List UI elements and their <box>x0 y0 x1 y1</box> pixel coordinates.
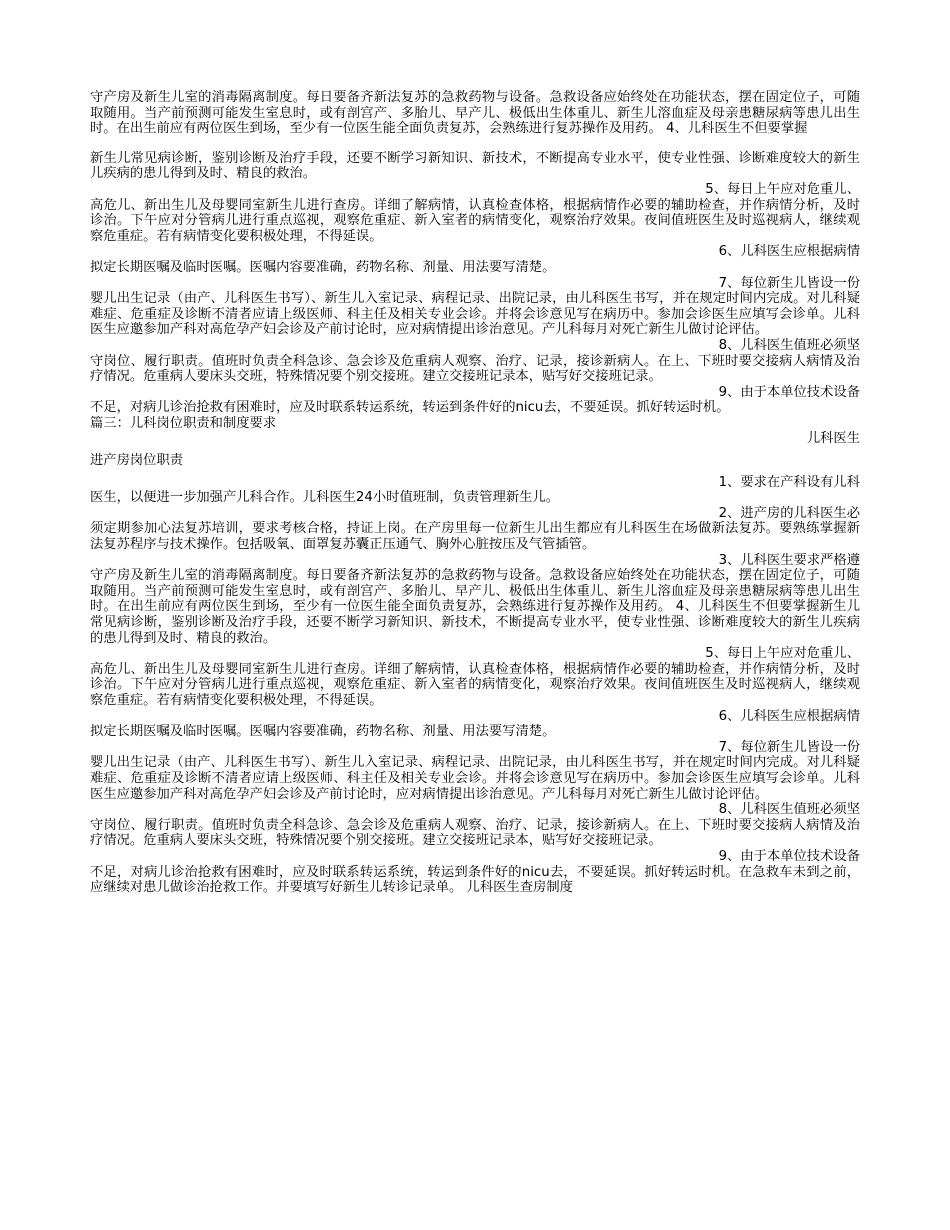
paragraph: 守产房及新生儿室的消毒隔离制度。每日要备齐新法复苏的急救药物与设备。急救设备应始终处在功能状态，摆在固定位子，可随取随用。当产前预测可能发生室息时，或有剖宫产、多胎儿、早产儿、极低出生体重儿、新生儿溶血症及母亲患糖尿病等患儿出生时。在出生前应有两位医生到场，至少有一位医生能全面负责复苏，会熟练进行复苏操作及用药。 4、儿科医生不但要掌握新生儿常见病诊断，鉴别诊断及治疗手段，还要不断学习新知识、新技术，不断提高专业水平，使专业性强、诊断难度较大的新生儿疾病的患儿得到及时、精良的救治。 <box>90 568 860 646</box>
document-page <box>90 90 860 896</box>
paragraph: 须定期参加心法复苏培训，要求考核合格，持证上岗。在产房里每一位新生儿出生都应有儿科医生在场做新法复苏。要熟练掌握新法复苏程序与技术操作。包括吸氧、面罩复苏囊正压通气、胸外心脏按压及气管插管。 <box>90 521 860 553</box>
section-lead-line: 2、进产房的儿科医生必 <box>718 505 860 521</box>
paragraph: 不足，对病儿诊治抢救有困难时，应及时联系转运系统，转运到条件好的nicu去，不要延误。抓好转运时机。在急救车未到之前，应继续对患儿做诊治抢救工作。并要填写好新生儿转诊记录单。 儿科医生查房制度 <box>90 864 860 896</box>
paragraph: 高危儿、新出生儿及母婴同室新生儿进行查房。详细了解病情，认真检查体格，根据病情作必要的辅助检查，并作病情分析，及时诊治。下午应对分管病儿进行重点巡视，观察危重症、新入室者的病情变化，观察治疗效果。夜间值班医生及时巡视病人，继续观察危重症。若有病情变化要积极处理，不得延误。 <box>90 197 860 244</box>
paragraph: 医生，以便进一步加强产儿科合作。儿科医生24小时值班制，负责管理新生儿。 <box>90 490 560 506</box>
section-lead-line: 5、每日上午应对危重儿、 <box>705 646 860 662</box>
section-lead-line: 3、儿科医生要求严格遵 <box>718 552 860 568</box>
paragraph: 篇三：儿科岗位职责和制度要求 <box>90 415 277 431</box>
section-lead-line: 5、每日上午应对危重儿、 <box>705 181 860 197</box>
paragraph: 婴儿出生记录（由产、儿科医生书写）、新生儿入室记录、病程记录、出院记录，由儿科医生书写，并在规定时间内完成。对儿科疑难症、危重症及诊断不清者应请上级医师、科主任及相关专业会诊。并将会诊意见写在病历中。参加会诊医生应填写会诊单。儿科医生应邀参加产科对高危孕产妇会诊及产前讨论时，应对病情提出诊治意见。产儿科每月对死亡新生儿做讨论评估。 <box>90 755 860 802</box>
paragraph: 拟定长期医嘱及临时医嘱。医嘱内容要准确，药物名称、剂量、用法要写清楚。 <box>90 724 556 740</box>
section-lead-line: 6、儿科医生应根据病情 <box>718 244 860 260</box>
paragraph: 守产房及新生儿室的消毒隔离制度。每日要备齐新法复苏的急救药物与设备。急救设备应始终处在功能状态，摆在固定位子，可随取随用。当产前预测可能发生室息时，或有剖宫产、多胎儿、早产儿、极低出生体重儿、新生儿溶血症及母亲患糖尿病等患儿出生时。在出生前应有两位医生到场，至少有一位医生能全面负责复苏，会熟练进行复苏操作及用药。 4、儿科医生不但要掌握 <box>90 90 860 137</box>
paragraph: 新生儿常见病诊断，鉴别诊断及治疗手段，还要不断学习新知识、新技术，不断提高专业水平，使专业性强、诊断难度较大的新生儿疾病的患儿得到及时、精良的救治。 <box>90 150 860 182</box>
section-lead-line: 8、儿科医生值班必须坚 <box>718 337 860 353</box>
section-lead-line: 9、由于本单位技术设备 <box>718 848 860 864</box>
section-lead-line: 8、儿科医生值班必须坚 <box>718 802 860 818</box>
paragraph: 拟定长期医嘱及临时医嘱。医嘱内容要准确，药物名称、剂量、用法要写清楚。 <box>90 259 556 275</box>
paragraph: 守岗位、履行职责。值班时负责全科急诊、急会诊及危重病人观察、治疗、记录，接诊新病人。在上、下班时要交接病人病情及治疗情况。危重病人要床头交班，特殊情况要个别交接班。建立交接班记录本，贴写好交接班记录。 <box>90 353 860 385</box>
paragraph: 高危儿、新出生儿及母婴同室新生儿进行查房。详细了解病情，认真检查体格，根据病情作必要的辅助检查，并作病情分析，及时诊治。下午应对分管病儿进行重点巡视，观察危重症、新入室者的病情变化，观察治疗效果。夜间值班医生及时巡视病人，继续观察危重症。若有病情变化要积极处理，不得延误。 <box>90 661 860 708</box>
paragraph: 不足，对病儿诊治抢救有困难时，应及时联系转运系统，转运到条件好的nicu去，不要延误。抓好转运时机。 <box>90 400 730 416</box>
paragraph-gap <box>90 137 860 151</box>
section-lead-line: 6、儿科医生应根据病情 <box>718 708 860 724</box>
section-lead-line: 9、由于本单位技术设备 <box>718 384 860 400</box>
section-lead-line: 7、每位新生儿皆设一份 <box>718 739 860 755</box>
section-lead-line: 1、要求在产科设有儿科 <box>718 474 860 490</box>
section-lead-line: 儿科医生 <box>806 431 860 447</box>
section-lead-line: 7、每位新生儿皆设一份 <box>718 275 860 291</box>
paragraph: 进产房岗位职责 <box>90 453 184 469</box>
paragraph: 婴儿出生记录（由产、儿科医生书写）、新生儿入室记录、病程记录、出院记录，由儿科医生书写，并在规定时间内完成。对儿科疑难症、危重症及诊断不清者应请上级医师、科主任及相关专业会诊。并将会诊意见写在病历中。参加会诊医生应填写会诊单。儿科医生应邀参加产科对高危孕产妇会诊及产前讨论时，应对病情提出诊治意见。产儿科每月对死亡新生儿做讨论评估。 <box>90 291 860 338</box>
paragraph: 守岗位、履行职责。值班时负责全科急诊、急会诊及危重病人观察、治疗、记录，接诊新病人。在上、下班时要交接病人病情及治疗情况。危重病人要床头交班，特殊情况要个别交接班。建立交接班记录本，贴写好交接班记录。 <box>90 817 860 849</box>
